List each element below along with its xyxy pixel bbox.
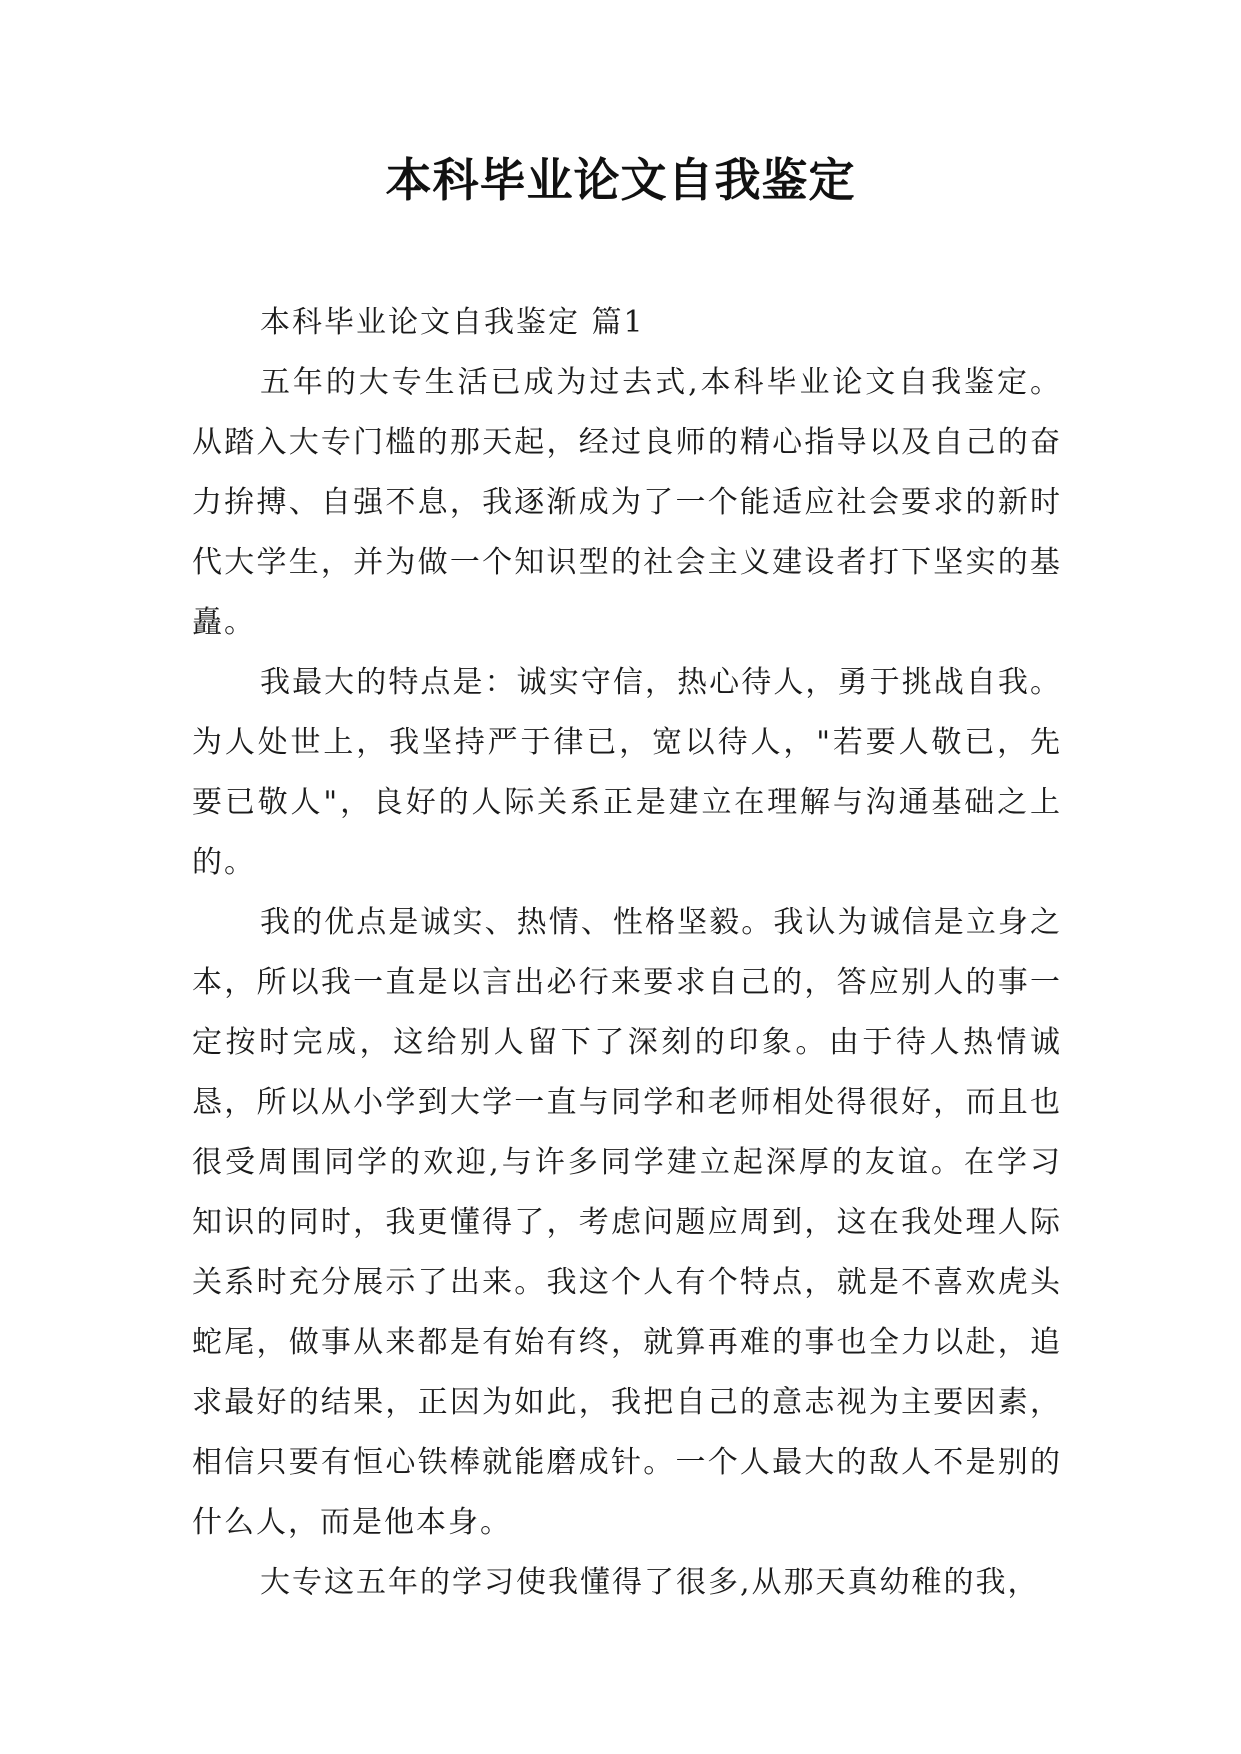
paragraph: 我最大的特点是：诚实守信，热心待人，勇于挑战自我。为人处世上，我坚持严于律已，宽以待人，"若要人敬已，先要已敬人"，良好的人际关系正是建立在理解与沟通基础之上的。 bbox=[192, 665, 1062, 880]
document-body bbox=[192, 293, 1062, 1613]
document-title: 本科毕业论文自我鉴定 bbox=[385, 153, 856, 207]
paragraph: 我的优点是诚实、热情、性格坚毅。我认为诚信是立身之本，所以我一直是以言出必行来要求自己的，答应别人的事一定按时完成，这给别人留下了深刻的印象。由于待人热情诚恳，所以从小学到大学一直与同学和老师相处得很好，而且也很受周围同学的欢迎,与许多同学建立起深厚的友谊。在学习知识的同时，我更懂得了，考虑问题应周到，这在我处理人际关系时充分展示了出来。我这个人有个特点，就是不喜欢虎头蛇尾，做事从来都是有始有终，就算再难的事也全力以赴，追求最好的结果，正因为如此，我把自己的意志视为主要因素，相信只要有恒心铁棒就能磨成针。一个人最大的敌人不是别的什么人，而是他本身。 bbox=[192, 905, 1062, 1540]
section-heading: 本科毕业论文自我鉴定 篇1 bbox=[260, 305, 645, 340]
paragraph: 五年的大专生活已成为过去式,本科毕业论文自我鉴定。从踏入大专门槛的那天起，经过良师的精心指导以及自己的奋力拚搏、自强不息，我逐渐成为了一个能适应社会要求的新时代大学生，并为做一个知识型的社会主义建设者打下坚实的基矗。 bbox=[192, 365, 1062, 640]
paragraph: 大专这五年的学习使我懂得了很多,从那天真幼稚的我， bbox=[260, 1565, 1040, 1600]
